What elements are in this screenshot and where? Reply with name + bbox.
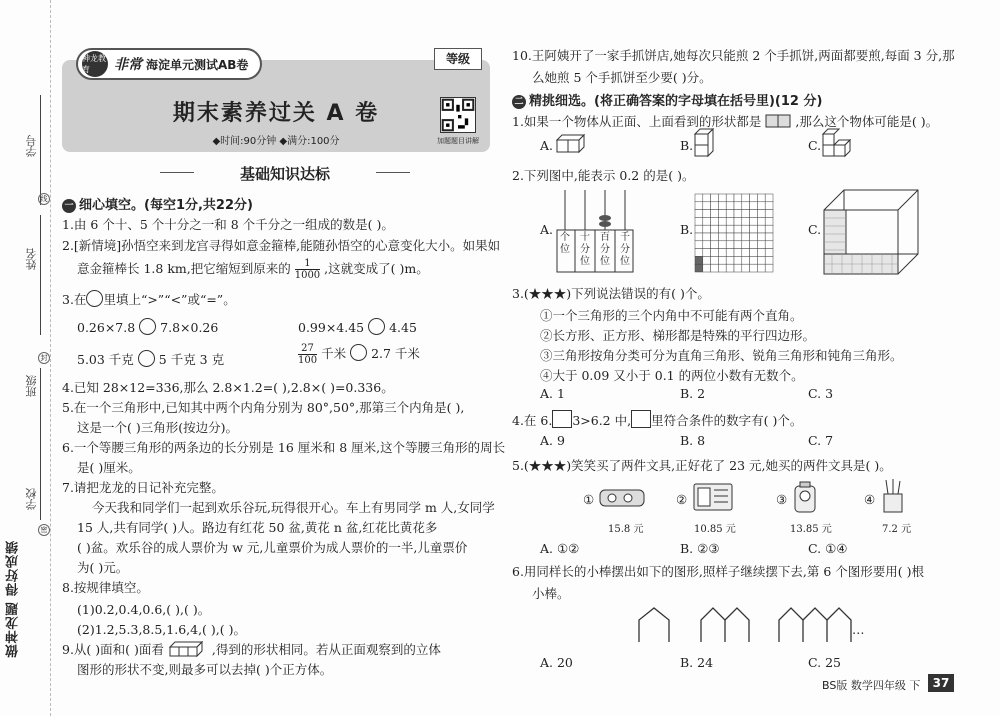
q2-text-line2 — [77, 258, 429, 281]
item-4-number: ④ — [864, 492, 876, 507]
grid-cell — [742, 194, 750, 202]
grid-cell — [750, 217, 758, 225]
grid-cell — [695, 241, 703, 249]
r3-statement-1: ①一个三角形的三个内角中不可能有两个直角。 — [540, 308, 803, 323]
grid-cell — [742, 225, 750, 233]
section-one-number: 一 — [62, 199, 76, 213]
q3-pre: 3.在 — [62, 292, 87, 307]
grid-cell — [750, 249, 758, 257]
class-label: 班级 — [25, 375, 38, 397]
q3-post: 里填上“>”“<”或“=”。 — [103, 292, 236, 307]
abacus-place-thousandths: 千分位 — [620, 232, 630, 267]
q9-pre: 9.从( )面和( )面看 — [62, 642, 164, 657]
qr-code-icon — [440, 97, 476, 133]
q7-text: 7.请把龙龙的日记补充完整。 — [62, 480, 224, 495]
cube-column-icon — [694, 128, 716, 158]
grid-cell — [726, 202, 734, 210]
grid-cell — [718, 225, 726, 233]
grid-cell — [742, 264, 750, 272]
grid-cell — [695, 194, 703, 202]
q3-a-left: 0.26×7.8 — [77, 320, 136, 335]
grid-cell — [695, 249, 703, 257]
grade-box: 等级 — [434, 48, 482, 70]
brand-name: 非常 — [114, 57, 142, 73]
r1-pre: 1.如果一个物体从正面、上面看到的形状都是 — [512, 114, 762, 129]
grid-cell — [765, 256, 773, 264]
grid-cell — [734, 233, 742, 241]
q3-d-right: 2.7 千米 — [371, 346, 420, 361]
stick-figure-2 — [698, 606, 758, 644]
grid-cell — [734, 194, 742, 202]
q2-fraction — [295, 258, 320, 281]
q2-pre: 意金箍棒长 1.8 km,把它缩短到原来的 — [77, 261, 291, 276]
continuation-dots: … — [852, 622, 865, 637]
grid-cell — [711, 217, 719, 225]
grid-cell — [726, 249, 734, 257]
q7-diary-line2: 15 人,共有同学( )人。路边有红花 50 盆,黄花 n 盆,红花比黄花多 — [77, 520, 438, 535]
r4-option-c: C. 7 — [808, 433, 834, 448]
grid-cell — [695, 210, 703, 218]
grid-cell — [734, 249, 742, 257]
section-two-heading — [512, 90, 822, 109]
q2-numerator: 1 — [295, 258, 320, 270]
seal-mark-secret: 密 — [38, 524, 50, 536]
item-1-number: ① — [583, 492, 595, 507]
r1-option-a-label: A. — [540, 138, 554, 153]
q3-d-unit: 千米 — [321, 346, 347, 361]
grid-cell — [726, 256, 734, 264]
grid-cell — [718, 194, 726, 202]
pen-holder-icon — [880, 478, 906, 514]
test-title: 期末素养过关 A 卷 — [172, 101, 380, 126]
q9-post: ,得到的形状相同。若从正面观察到的立体 — [211, 642, 441, 657]
r3-option-b: B. 2 — [680, 386, 706, 401]
r5-option-a: A. ①② — [540, 541, 580, 556]
r3-statement-2: ②长方形、正方形、梯形都是特殊的平行四边形。 — [540, 328, 816, 343]
q9-text-line2: 图形的形状不变,则最多可以去掉( )个正方体。 — [77, 662, 333, 677]
binding-strip — [0, 0, 51, 716]
grid-cell — [703, 210, 711, 218]
answer-circle[interactable] — [139, 318, 156, 335]
q8-part1: (1)0.2,0.4,0.6,( ),( )。 — [77, 602, 211, 617]
q2-text-line1: 2.[新情境]孙悟空来到龙宫寻得如意金箍棒,能随孙悟空的心意变化大小。如果如 — [62, 238, 501, 253]
q5-text-line2: 这是一个( )三角形(按边分)。 — [77, 420, 238, 435]
section-one-heading — [62, 194, 253, 213]
item-4-price: 7.2 元 — [882, 524, 912, 535]
abacus-place-ones: 个位 — [560, 232, 570, 255]
r5-text: 5.(★★★)笑笑买了两件文具,正好花了 23 元,她买的两件文具是( )。 — [512, 458, 892, 473]
grid-cell — [734, 241, 742, 249]
grid-cell — [734, 217, 742, 225]
grid-cell — [711, 241, 719, 249]
grid-cell — [711, 225, 719, 233]
grid-cell — [695, 233, 703, 241]
q3-item-d — [298, 343, 420, 366]
grid-cell — [734, 264, 742, 272]
grid-cell — [718, 249, 726, 257]
q6-text-line2: 是( )厘米。 — [77, 460, 141, 475]
cube-l-shape-icon — [822, 128, 852, 158]
grid-cell — [742, 233, 750, 241]
grid-cell — [750, 225, 758, 233]
r6-text-line2: 小棒。 — [532, 586, 570, 601]
grid-cell — [711, 194, 719, 202]
grid-cell — [711, 233, 719, 241]
r2-option-b-label: B. — [680, 222, 694, 237]
grid-cell — [695, 256, 703, 264]
r3-option-a: A. 1 — [540, 386, 565, 401]
q9-text-line1 — [62, 640, 441, 658]
grid-cell — [695, 264, 703, 272]
r3-option-c: C. 3 — [808, 386, 834, 401]
q1-text: 1.由 6 个十、5 个十分之一和 8 个千分之一组成的数是( )。 — [62, 217, 394, 232]
q6-text-line1: 6.一个等腰三角形的两条边的长分别是 16 厘米和 8 厘米,这个等腰三角形的周长 — [62, 440, 506, 455]
grid-cell — [742, 249, 750, 257]
answer-square[interactable] — [631, 410, 651, 428]
school-line — [40, 470, 41, 520]
school-label: 学校 — [25, 488, 38, 510]
grid-cell — [726, 241, 734, 249]
grid-cell — [750, 264, 758, 272]
grid-cell — [742, 217, 750, 225]
r2-option-a-label: A. — [540, 222, 554, 237]
answer-square[interactable] — [552, 410, 572, 428]
grid-cell — [757, 233, 765, 241]
grid-cell — [695, 202, 703, 210]
grid-cell — [703, 225, 711, 233]
grid-cell — [711, 210, 719, 218]
r3-statement-3: ③三角形按角分类可分为直角三角形、锐角三角形和钝角三角形。 — [540, 348, 903, 363]
grid-cell — [703, 217, 711, 225]
q8-part2: (2)1.2,5.3,8.5,1.6,4,( ),( )。 — [77, 622, 246, 637]
r3-statement-4: ④大于 0.09 又小于 0.1 的两位小数有无数个。 — [540, 368, 804, 383]
q4-text: 4.已知 28×12=336,那么 2.8×1.2=( ),2.8×( )=0.336。 — [62, 380, 394, 395]
q3-text — [62, 290, 236, 308]
r6-option-b: B. 24 — [680, 655, 714, 670]
q3-item-c — [77, 350, 224, 368]
grid-cell — [703, 256, 711, 264]
abacus-place-tenths: 十分位 — [580, 232, 590, 267]
grid-cell — [703, 202, 711, 210]
q3-item-a — [77, 318, 218, 335]
student-name-line — [40, 215, 41, 335]
grid-cell — [757, 194, 765, 202]
grid-cell — [765, 264, 773, 272]
grid-cell — [765, 233, 773, 241]
grid-cell — [718, 264, 726, 272]
item-3-number: ③ — [776, 492, 788, 507]
q3-d-denominator: 100 — [298, 355, 318, 366]
grid-cell — [711, 249, 719, 257]
grid-cell — [742, 241, 750, 249]
q5-text-line1: 5.在一个三角形中,已知其中两个内角分别为 80°,50°,那第三个内角是( ), — [62, 400, 465, 415]
r4-option-a: A. 9 — [540, 433, 565, 448]
q7-diary-line1: 今天我和同学们一起到欢乐谷玩,玩得很开心。车上有男同学 m 人,女同学 — [92, 500, 495, 515]
abacus-figure — [556, 190, 634, 274]
calculator-icon — [692, 482, 734, 512]
r1-option-b-label: B. — [680, 138, 694, 153]
grid-cell — [711, 264, 719, 272]
q3-item-b — [298, 318, 417, 335]
grid-cell — [695, 217, 703, 225]
r1-text — [512, 112, 938, 130]
grid-cell — [750, 194, 758, 202]
r6-text-line1: 6.用同样长的小棒摆出如下的图形,照样子继续摆下去,第 6 个图形要用( )根 — [512, 564, 925, 579]
pencil-sharpener-icon — [792, 480, 818, 514]
item-2-number: ② — [676, 492, 688, 507]
section-one-label: 细心填空。(每空1分,共22分) — [79, 198, 253, 213]
r2-text: 2.下列图中,能表示 0.2 的是( )。 — [512, 168, 695, 183]
q3-b-left: 0.99×4.45 — [298, 320, 365, 335]
grid-cell — [750, 210, 758, 218]
grid-cell — [757, 217, 765, 225]
grid-cell — [718, 202, 726, 210]
grid-cell — [734, 210, 742, 218]
r2-option-c-label: C. — [808, 222, 822, 237]
grid-cell — [726, 264, 734, 272]
answer-circle[interactable] — [86, 290, 103, 307]
test-meta: ◆时间:90分钟 ◆满分:100分 — [212, 136, 340, 147]
seal-mark-line: 线 — [38, 193, 50, 205]
grid-cell — [757, 210, 765, 218]
r1-post: ,那么这个物体可能是( )。 — [795, 114, 939, 129]
grid-cell — [765, 225, 773, 233]
q7-diary-line4: 为( )元。 — [77, 560, 129, 575]
grid-cell — [742, 256, 750, 264]
grid-cell — [711, 202, 719, 210]
grid-cell — [711, 256, 719, 264]
grid-cell — [765, 241, 773, 249]
brand-logo: 神龙教育 — [82, 51, 108, 77]
pencil-case-icon — [598, 484, 646, 510]
grid-cell — [726, 194, 734, 202]
student-number-line — [40, 95, 41, 205]
section-two-label: 精挑细选。(将正确答案的字母填在括号里)(12 分) — [529, 94, 823, 109]
q10-text-line1: 10.王阿姨开了一家手抓饼店,她每次只能煎 2 个手抓饼,两面都要煎,每面 3 分,那 — [512, 48, 955, 63]
q2-denominator: 1000 — [294, 270, 321, 281]
grid-cell — [742, 210, 750, 218]
item-2-price: 10.85 元 — [694, 524, 736, 535]
hundred-grid-figure — [694, 193, 774, 273]
grid-cell — [718, 217, 726, 225]
motto: 做神龙题 得好成绩 — [6, 540, 21, 658]
stick-figure-3 — [776, 606, 856, 644]
section-banner: 基础知识达标 — [150, 163, 420, 183]
student-number-label: 学号 — [25, 135, 38, 157]
grid-cell — [703, 241, 711, 249]
grid-cell — [703, 233, 711, 241]
q3-c-right: 5 千克 3 克 — [158, 352, 225, 367]
grid-cell — [718, 210, 726, 218]
grid-cell — [695, 225, 703, 233]
r4-post: 里符合条件的数字有( )个。 — [651, 413, 803, 428]
grid-cell — [734, 202, 742, 210]
grid-cell — [718, 241, 726, 249]
grid-cell — [765, 210, 773, 218]
grid-cell — [765, 249, 773, 257]
grid-cell — [726, 225, 734, 233]
grid-cell — [734, 225, 742, 233]
cube-stack-icon — [168, 640, 208, 658]
grid-cell — [765, 202, 773, 210]
edition-footer: BS版 数学四年级 下 — [822, 679, 921, 692]
grid-cell — [750, 256, 758, 264]
q3-d-numerator: 27 — [298, 343, 317, 355]
grid-cell — [726, 217, 734, 225]
q8-text: 8.按规律填空。 — [62, 580, 149, 595]
grid-cell — [757, 202, 765, 210]
r4-pre: 4.在 6. — [512, 413, 553, 428]
r3-text: 3.(★★★)下列说法错误的有( )个。 — [512, 286, 710, 301]
r6-option-a: A. 20 — [540, 655, 573, 670]
r4-option-b: B. 8 — [680, 433, 706, 448]
answer-circle[interactable] — [138, 350, 155, 367]
q10-text-line2: 么她煎 5 个手抓饼至少要( )分。 — [532, 70, 712, 85]
abacus-place-hundredths: 百分位 — [600, 232, 610, 267]
item-3-price: 13.85 元 — [790, 524, 832, 535]
grid-cell — [742, 202, 750, 210]
r6-option-c: C. 25 — [808, 655, 841, 670]
r5-option-b: B. ②③ — [680, 541, 720, 556]
grid-cell — [718, 256, 726, 264]
stick-figure-1 — [636, 606, 676, 644]
grid-cell — [718, 233, 726, 241]
grid-cell — [757, 241, 765, 249]
answer-circle[interactable] — [368, 318, 385, 335]
q3-d-fraction — [298, 343, 317, 366]
r4-mid: 3>6.2 中, — [572, 413, 632, 428]
grid-cell — [703, 249, 711, 257]
grid-cell — [765, 217, 773, 225]
grid-cell — [757, 264, 765, 272]
qr-caption: 加题题目讲解 — [437, 137, 479, 145]
q2-post: ,这就变成了( )m。 — [324, 261, 429, 276]
grid-cell — [765, 194, 773, 202]
brand-subtitle: 海淀单元测试AB卷 — [146, 57, 249, 72]
grid-cell — [757, 256, 765, 264]
grid-cell — [757, 249, 765, 257]
page-number: 37 — [928, 674, 954, 692]
r1-option-c-label: C. — [808, 138, 822, 153]
q3-b-right: 4.45 — [389, 320, 417, 335]
cube-corner-figure — [822, 188, 922, 276]
grid-cell — [703, 264, 711, 272]
class-line — [40, 368, 41, 483]
q3-c-left: 5.03 千克 — [77, 352, 134, 367]
q3-a-right: 7.8×0.26 — [160, 320, 219, 335]
student-name-label: 姓名 — [25, 248, 38, 270]
grid-cell — [703, 194, 711, 202]
two-squares-icon — [765, 114, 791, 128]
grid-cell — [734, 256, 742, 264]
seal-mark-seal: 封 — [38, 352, 50, 364]
grid-cell — [726, 210, 734, 218]
grid-cell — [757, 225, 765, 233]
answer-circle[interactable] — [350, 344, 367, 361]
r4-text — [512, 410, 802, 429]
cube-row-icon — [556, 134, 586, 154]
grid-cell — [750, 202, 758, 210]
grid-cell — [726, 233, 734, 241]
item-1-price: 15.8 元 — [608, 524, 644, 535]
grid-cell — [750, 241, 758, 249]
r5-option-c: C. ①④ — [808, 541, 848, 556]
brand-badge — [76, 48, 262, 80]
section-two-number: 二 — [512, 95, 526, 109]
q7-diary-line3: ( )盆。欢乐谷的成人票价为 w 元,儿童票价为成人票价的一半,儿童票价 — [77, 540, 468, 555]
grid-cell — [750, 233, 758, 241]
